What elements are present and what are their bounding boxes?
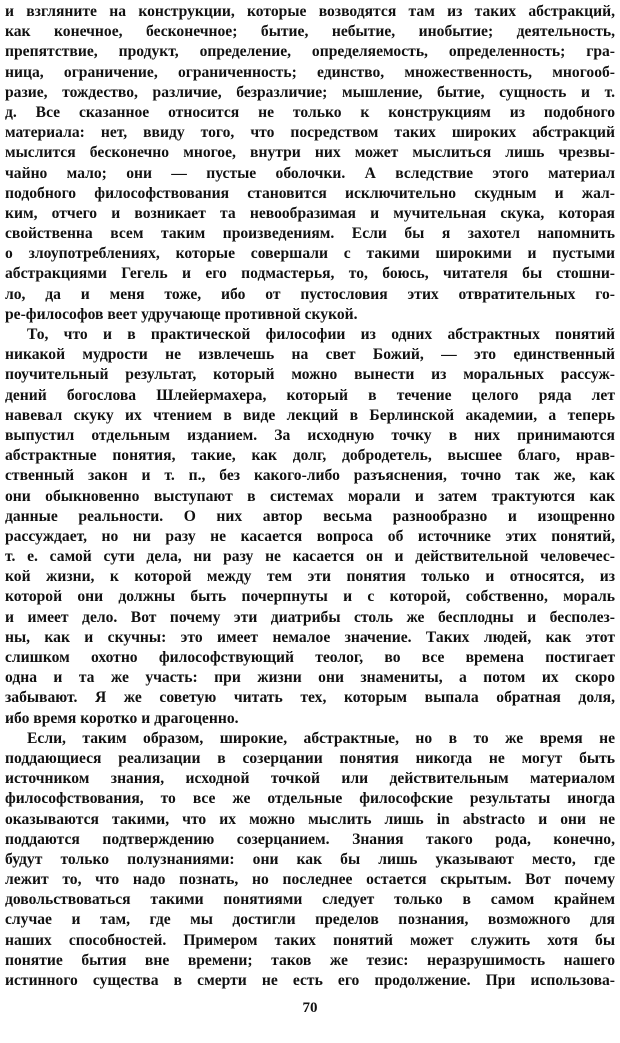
- text-line: рассуждает, но ни разу не касается вопроса об источнике этих понятий,: [5, 527, 615, 545]
- text-line: истинного существа в смерти не есть его продолжение. При использова-: [5, 972, 615, 989]
- text-line: лежит то, что надо познать, но последнее остается скрытым. Вот почему: [5, 871, 615, 889]
- text-line: философствования, то все же отдельные философские результаты иногда: [5, 790, 615, 808]
- text-line: они обыкновенно выступают в системах морали и затем трактуются как: [5, 487, 615, 505]
- text-line: То, что и в практической философии из одних абстрактных понятий: [27, 326, 615, 343]
- text-line: поддающиеся реализации в созерцании понятия никогда не могут быть: [5, 749, 615, 767]
- text-line: поучительный результат, который можно вынести из моральных рассуж-: [5, 366, 615, 384]
- text-line: т. е. самой сути дела, ни разу не касается он и действительной человечес-: [5, 548, 615, 566]
- text-line: забывают. Я же советую читать тех, которым выпала обратная доля,: [5, 689, 615, 707]
- text-line: препятствие, продукт, определение, определяемость, определенность; гра-: [5, 43, 615, 61]
- text-line: и имеет дело. Вот почему эти диатрибы столь же бесплодны и бесполез-: [5, 608, 615, 626]
- text-line: абстрактные понятия, такие, как долг, добродетель, высшее благо, нрав-: [5, 447, 615, 465]
- text-line: Если, таким образом, широкие, абстрактные, но в то же время не: [27, 729, 615, 747]
- text-line: ло, да и меня тоже, ибо от пустословия этих отвратительных го-: [5, 285, 615, 303]
- text-line: поддаются подтверждению созерцанием. Знания такого рода, конечно,: [5, 830, 615, 848]
- text-line: источником знания, исходной точкой или действительным материалом: [5, 770, 615, 788]
- text-line: ница, ограничение, ограниченность; единство, множественность, многооб-: [5, 63, 615, 81]
- text-line: абстракциями Гегель и его подмастерья, то, боюсь, читателя бы стошни-: [5, 265, 615, 283]
- page-number: 70: [302, 1000, 318, 1016]
- text-line: как конечное, бесконечное; бытие, небытие, инобытие; деятельность,: [5, 23, 615, 41]
- text-line: д. Все сказанное относится не только к конструкциям из подобного: [5, 103, 615, 121]
- text-line: слишком охотно философствующий теолог, во все времена постигает: [5, 649, 615, 666]
- text-line: и взгляните на конструкции, которые возводятся там из таких абстракций,: [5, 3, 615, 20]
- text-line: никакой мудрости не извлечешь на свет Божий, — это единственный: [5, 346, 615, 364]
- text-line: свойственна всем таким произведениям. Если бы я захотел напомнить: [5, 225, 615, 243]
- text-line: ственный закон и т. п., без какого-либо разъяснения, точно так же, как: [5, 467, 615, 485]
- text-line: которой они должны быть почерпнуты и с которой, собственно, мораль: [5, 588, 615, 606]
- text-line: понятие бытия вне времени; таков же тезис: неразрушимость нашего: [5, 951, 615, 969]
- text-line: разие, тождество, различие, безразличие; мышление, бытие, сущность и т.: [5, 83, 615, 101]
- text-line: ны, как и скучны: это имеет немалое значение. Таких людей, как этот: [5, 628, 615, 646]
- text-line: навевал скуку их чтением в виде лекций в Берлинской академии, а теперь: [5, 406, 615, 424]
- text-line: ким, отчего и возникает та невообразимая и мучительная скука, которая: [5, 204, 615, 222]
- text-line: чайно мало; они — пустые оболочки. А вследствие этого материал: [5, 164, 615, 182]
- text-line: о злоупотреблениях, которые совершали с такими широкими и пустыми: [5, 245, 615, 263]
- text-line: кой жизни, к которой между тем эти понятия только и относятся, из: [5, 568, 615, 586]
- body-text: [5, 2, 615, 991]
- text-line: ре-философов веет удручающе противной скукой.: [5, 305, 358, 323]
- text-line: ибо время коротко и драгоценно.: [5, 709, 239, 727]
- text-line: материала: нет, ввиду того, что посредством таких широких абстракций: [5, 124, 615, 142]
- text-line: одна и та же участь: при жизни они знамениты, а потом их скоро: [5, 669, 615, 687]
- text-line: мыслится бесконечно многое, внутри них может мыслиться лишь чрезвы-: [5, 144, 615, 162]
- text-line: подобного философствования становится исключительно скудным и жал-: [5, 184, 615, 202]
- text-line: случае и там, где мы достигли пределов познания, возможного для: [5, 911, 615, 929]
- text-line: довольствоваться такими понятиями следует только в самом крайнем: [5, 891, 615, 909]
- text-line: выпустил отдельным изданием. За исходную точку в них принимаются: [5, 426, 615, 444]
- text-line: оказываются такими, что их можно мыслить лишь in abstracto и они не: [5, 810, 615, 828]
- text-line: наших способностей. Примером таких понятий может служить хотя бы: [5, 931, 615, 949]
- text-line: дений богослова Шлейермахера, который в течение целого ряда лет: [5, 386, 615, 404]
- text-line: будут только полузнаниями: они как бы лишь указывают место, где: [5, 850, 615, 868]
- text-line: данные реальности. О них автор весьма разнообразно и изощренно: [5, 507, 615, 525]
